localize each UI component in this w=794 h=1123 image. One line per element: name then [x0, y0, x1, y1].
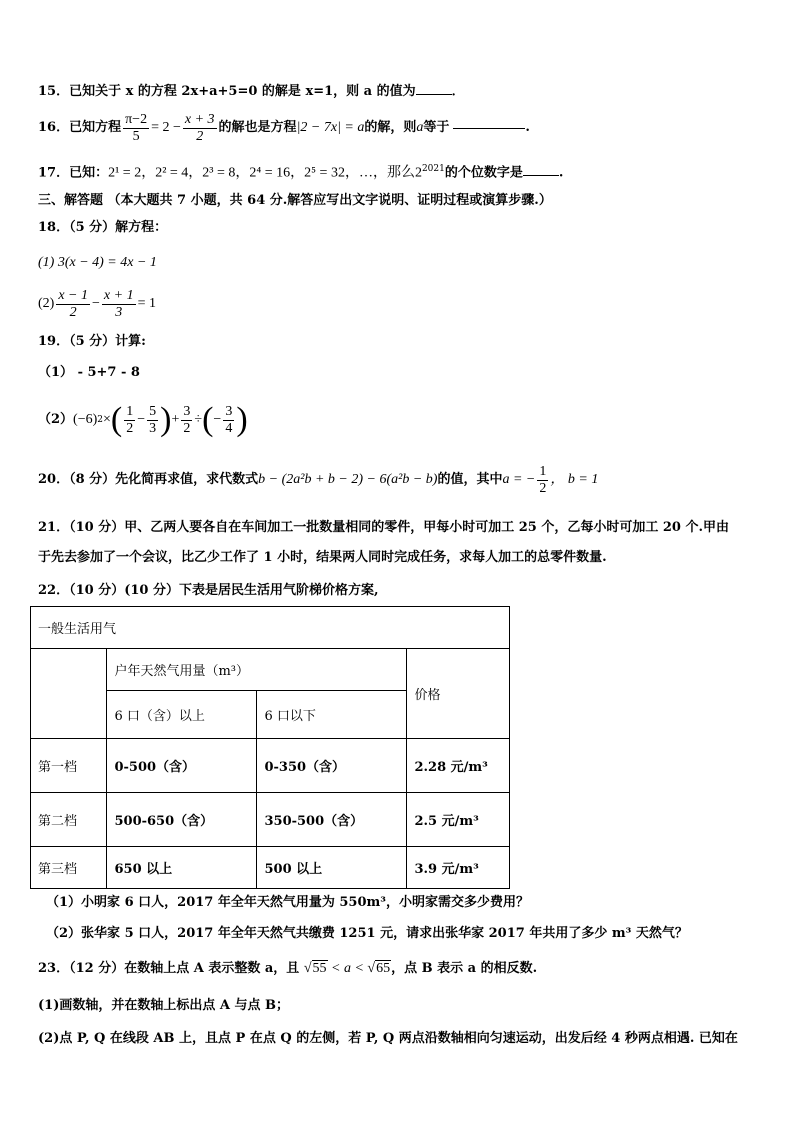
table-cell: 500 以上: [257, 847, 407, 889]
fraction: $\frac{1}{2}$: [126, 403, 134, 436]
column-header: 6 口（含）以上: [107, 691, 257, 739]
price-cell: 2.28 元/m³: [407, 739, 510, 793]
question-22-part-2: （2）张华家 5 口人，2017 年全年天然气共缴费 1251 元，请求出张华家 2017 年共用了多少 m³ 天然气？: [46, 926, 688, 941]
table-row: [31, 607, 510, 649]
question-20: 20．（8 分）先化简再求值，求代数式 b − (2a²b + b − 2) − 6(a²b − b) 的值，其中 a = − $\frac{1}{2}$ ， b = 1: [38, 463, 599, 496]
table-row: [31, 793, 510, 847]
table-cell: 500-650（含）: [107, 793, 257, 847]
question-19-part-2: （2） (−6) 2 × ( $\frac{1}{2}$ − $\frac{5}{3}$ ) + $\frac{3}{2}$ ÷ ( − $\frac{3}{4}$ ): [38, 401, 248, 438]
fraction: $\frac{x - 1}{2}$: [58, 287, 88, 320]
table-cell: 350-500（含）: [257, 793, 407, 847]
question-23: 23．（12 分）在数轴上点 A 表示整数 a，且 √55 < a < √65，点 B 表示 a 的相反数.: [38, 961, 538, 976]
table-cell: 0-350（含）: [257, 739, 407, 793]
fraction: $\frac{\pi-2}{5}$: [125, 111, 148, 144]
question-18-heading: 18．（5 分）解方程：: [38, 220, 168, 235]
fraction: $\frac{3}{2}$: [183, 403, 191, 436]
question-22-heading: 22．（10 分）(10 分）下表是居民生活用气阶梯价格方案,: [38, 583, 379, 598]
tier-cell: 第二档: [31, 793, 107, 847]
fraction: $\frac{x + 3}{2}$: [184, 111, 215, 144]
gas-price-table: [30, 606, 510, 889]
question-19-heading: 19．（5 分）计算:: [38, 334, 146, 349]
price-cell: 3.9 元/m³: [407, 847, 510, 889]
question-15: 15．已知关于 x 的方程 2x+a+5=0 的解是 x=1，则 a 的值为 ．: [38, 84, 465, 99]
question-18-part-2: (2) $\frac{x - 1}{2}$ − $\frac{x + 1}{3}$ = 1: [38, 287, 156, 320]
table-row: [31, 649, 510, 691]
question-19-part-1: （1） - 5+7 - 8: [38, 365, 140, 380]
fraction: $\frac{3}{4}$: [225, 403, 233, 436]
table-cell: 0-500（含）: [107, 739, 257, 793]
price-header: 价格: [407, 649, 510, 739]
tier-cell: 第一档: [31, 739, 107, 793]
question-23-part-1: (1)画数轴，并在数轴上标出点 A 与点 B；: [38, 998, 289, 1013]
question-21-line-1: 21．（10 分）甲、乙两人要各自在车间加工一批数量相同的零件，甲每小时可加工 25 个，乙每小时可加工 20 个.甲由: [38, 520, 730, 535]
price-cell: 2.5 元/m³: [407, 793, 510, 847]
section-heading: 三、解答题 （本大题共 7 小题，共 64 分.解答应写出文字说明、证明过程或演算步骤.）: [38, 193, 552, 208]
fraction: $\frac{5}{3}$: [149, 403, 157, 436]
tier-cell: 第三档: [31, 847, 107, 889]
column-header: 6 口以下: [257, 691, 407, 739]
question-23-part-2: (2)点 P, Q 在线段 AB 上，且点 P 在点 Q 的左侧，若 P, Q 两点沿数轴相向匀速运动，出发后经 4 秒两点相遇. 已知在: [38, 1031, 738, 1046]
question-22-part-1: （1）小明家 6 口人，2017 年全年天然气用量为 550m³，小明家需交多少费用？: [46, 895, 529, 910]
fraction: $\frac{1}{2}$: [539, 463, 547, 496]
answer-blank: [416, 94, 452, 95]
question-18-part-1: (1) 3(x − 4) = 4x − 1: [38, 255, 157, 270]
answer-blank: [453, 128, 525, 129]
question-21-line-2: 于先去参加了一个会议，比乙少工作了 1 小时，结果两人同时完成任务，求每人加工的总零件数量.: [38, 550, 607, 565]
question-16: 16． 已知方程 $\frac{\pi-2}{5}$ = 2 − $\frac{x + 3}{2}$ 的解也是方程 |2 − 7x| = a 的解，则 a 等于 .: [38, 111, 530, 144]
answer-blank: [523, 175, 559, 176]
table-cell: 650 以上: [107, 847, 257, 889]
table-row: [31, 847, 510, 889]
table-title: 一般生活用气: [31, 607, 510, 649]
fraction: $\frac{x + 1}{3}$: [103, 287, 134, 320]
usage-header: 户年天然气用量（m³）: [107, 649, 407, 691]
question-17: 17．已知：2¹ = 2，2² = 4，2³ = 8，2⁴ = 16，2⁵ = 32，…，那么$2^{2021}$的个位数字是 .: [38, 164, 564, 181]
table-row: [31, 739, 510, 793]
